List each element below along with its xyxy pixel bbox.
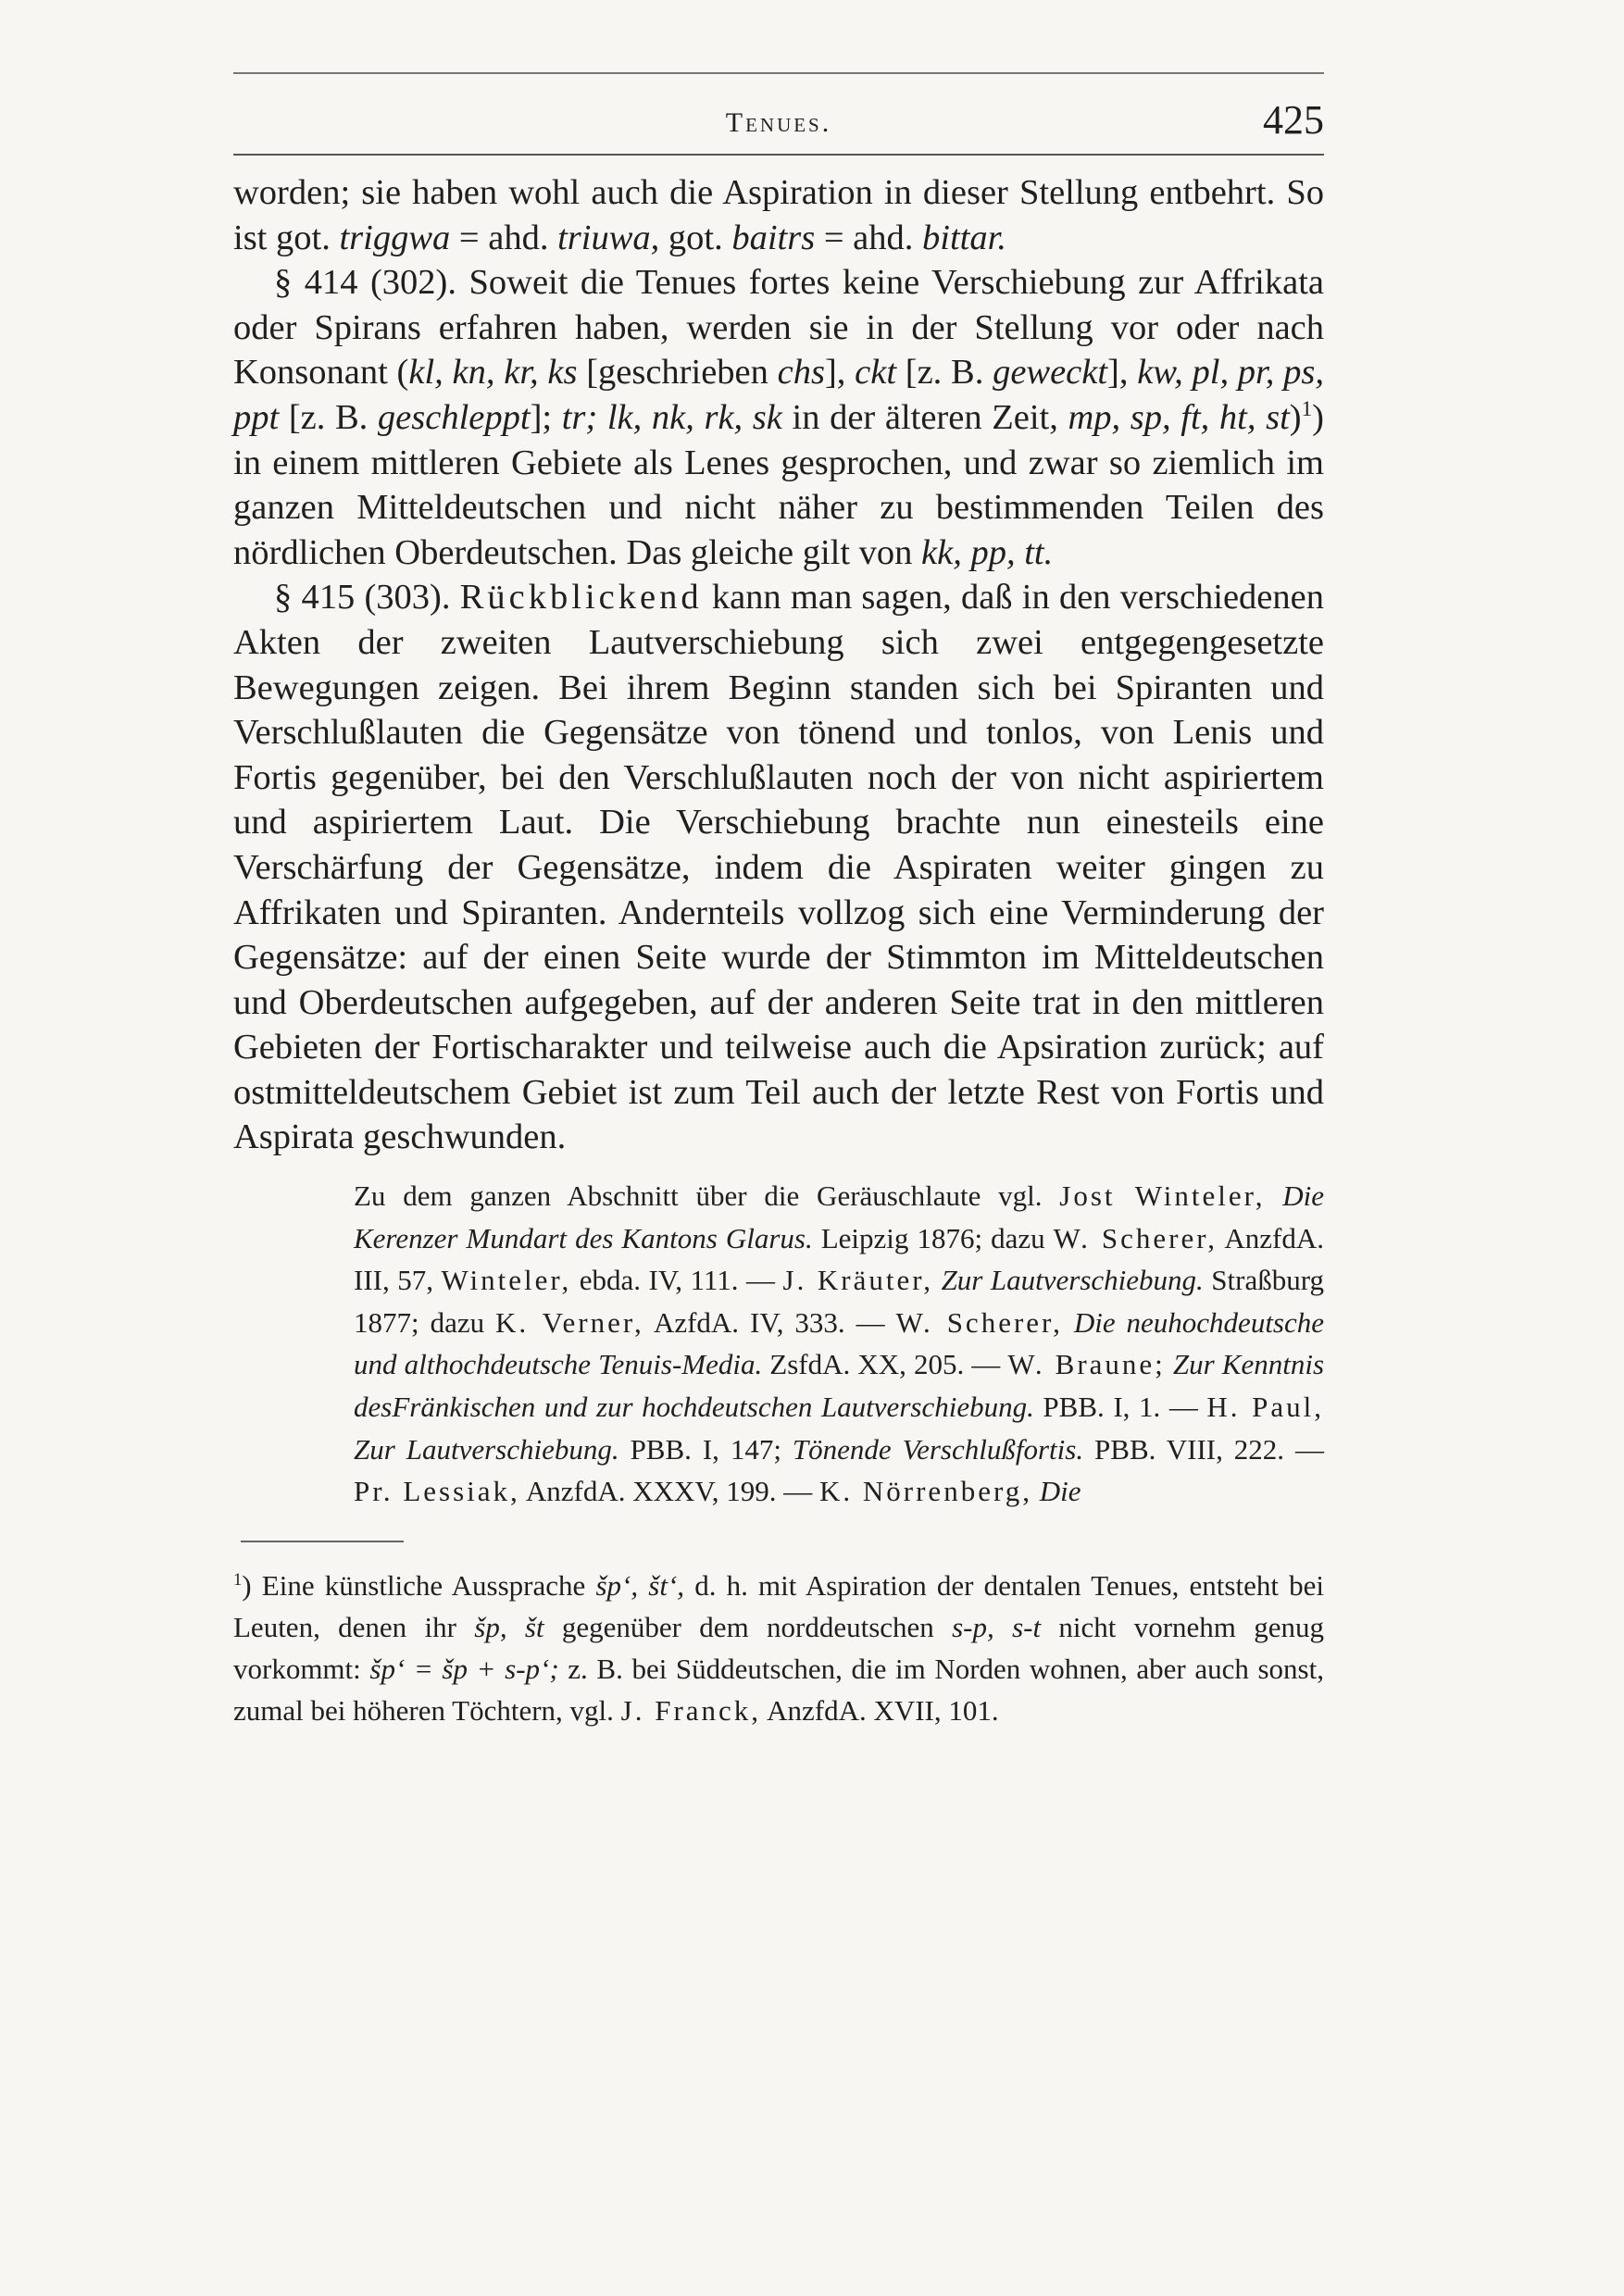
spaced-lead-word: Rückblickend bbox=[459, 578, 703, 618]
top-rule bbox=[233, 72, 1324, 74]
book-page bbox=[233, 72, 1324, 1731]
footnote-rule bbox=[241, 1541, 404, 1542]
paragraph-414: § 414 (302). Soweit die Tenues fortes keine Verschiebung zur Affrikata oder Spirans erfahren haben, werden sie in der Stellung vor oder nach Konsonant (kl, kn, kr, ks [geschrieben chs], ckt [z. B. geweckt], kw, pl, pr, ps, ppt [z. B. geschleppt]; tr; lk, nk, rk, sk in der älteren Zeit, mp, sp, ft, ht, st)$^1$) in einem mittleren Gebiete als Lenes gesprochen, und zwar so ziemlich im ganzen Mitteldeutschen und nicht näher zu bestimmenden Teilen des nördlichen Oberdeutschen. Das gleiche gilt von kk, pp, tt. bbox=[233, 263, 1324, 572]
paragraph-415: § 415 (303). Rückblickend kann man sagen, daß in den verschiedenen Akten der zweiten Lautverschiebung sich zwei entgegengesetzte Bewegungen zeigen. Bei ihrem Beginn standen sich bei Spiranten und Verschlußlauten die Gegensätze von tönend und tonlos, von Lenis und Fortis gegenüber, bei den Verschlußlauten noch der von nicht aspiriertem und aspiriertem Laut. Die Verschiebung brachte nun einesteils eine Verschärfung der Gegensätze, indem die Aspiraten weiter gingen zu Affrikaten und Spiranten. Andernteils vollzog sich eine Verminderung der Gegensätze: auf der einen Seite wurde der Stimmton im Mitteldeutschen und Oberdeutschen aufgegeben, auf der anderen Seite trat in den mittleren Gebieten der Fortischarakter und teilweise auch die Apsiration zurück; auf ostmitteldeutschem Gebiet ist zum Teil auch der letzte Rest von Fortis und Aspirata geschwunden. bbox=[233, 578, 1324, 1157]
page-number: 425 bbox=[1263, 97, 1324, 143]
paragraph-continuation: worden; sie haben wohl auch die Aspiration in dieser Stellung entbehrt. So ist got. triggwa = ahd. triuwa, got. baitrs = ahd. bittar. bbox=[233, 173, 1324, 257]
footnote-ref: 1 bbox=[1301, 396, 1313, 421]
bibliography-note: Zu dem ganzen Abschnitt über die Geräuschlaute vgl. Jost Winteler, Die Kerenzer Mundart des Kantons Glarus. Leipzig 1876; dazu W. Scherer, AnzfdA. III, 57, Winteler, ebda. IV, 111. — J. Kräuter, Zur Lautverschiebung. Straßburg 1877; dazu K. Verner, AzfdA. IV, 333. — W. Scherer, Die neuhochdeutsche und althochdeutsche Tenuis-Media. ZsfdA. XX, 205. — W. Braune; Zur Kenntnis desFränkischen und zur hochdeutschen Lautverschiebung. PBB. I, 1. — H. Paul, Zur Lautverschiebung. PBB. I, 147; Tönende Verschlußfortis. PBB. VIII, 222. — Pr. Lessiak, AnzfdA. XXXV, 199. — K. Nörrenberg, Die bbox=[354, 1179, 1325, 1508]
footnote: $^1$) Eine künstliche Aussprache šp‘, št‘, d. h. mit Aspiration der dentalen Tenues, entsteht bei Leuten, denen ihr šp, št gegenüber dem norddeutschen s-p, s-t nicht vornehm genug vorkommt: šp‘ = šp + s-p‘; z. B. bei Süddeutschen, die im Norden wohnen, aber auch sonst, zumal bei höheren Töchtern, vgl. J. Franck, AnzfdA. XVII, 101. bbox=[233, 1568, 1324, 1727]
main-text bbox=[233, 170, 1324, 1160]
header-rule bbox=[233, 154, 1324, 156]
running-head: Tenues. bbox=[725, 107, 832, 138]
section-number: § 415 (303). bbox=[274, 578, 451, 618]
footnote-mark: 1 bbox=[233, 1569, 243, 1590]
page-header bbox=[233, 94, 1324, 154]
section-number: § 414 (302). bbox=[274, 263, 456, 303]
